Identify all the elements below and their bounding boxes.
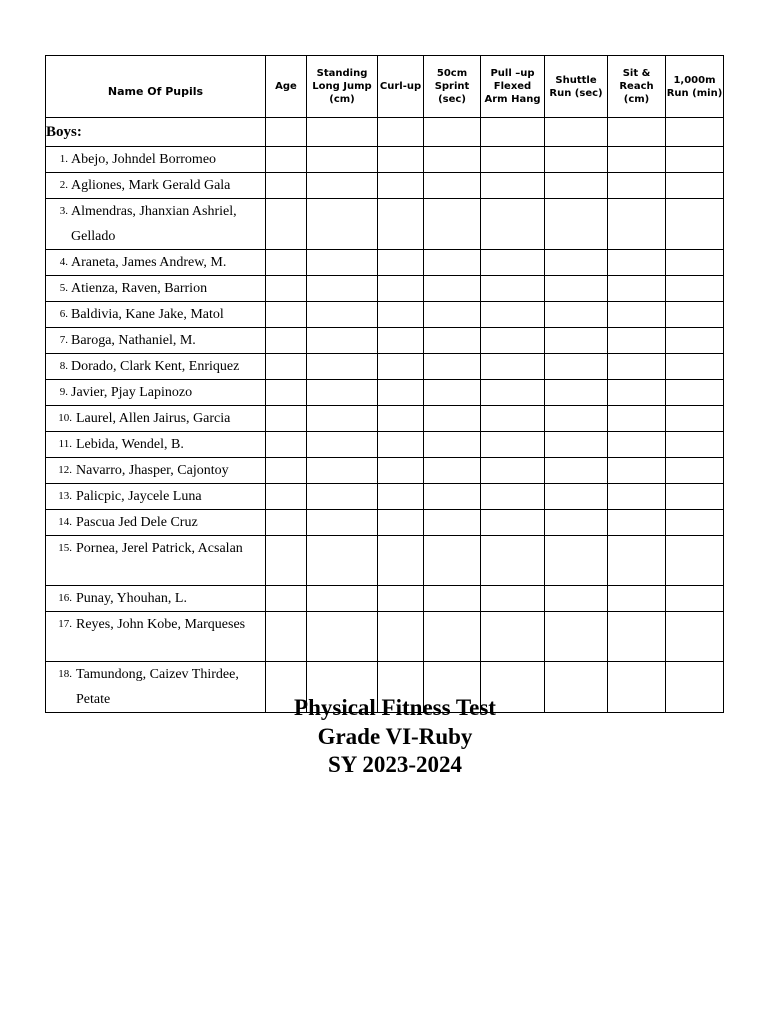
score-cell-age [266, 586, 307, 612]
pupil-number: 11. [58, 438, 72, 450]
score-cell-slj [307, 406, 378, 432]
pupil-name: Almendras, Jhanxian Ashriel, Gellado [71, 204, 237, 244]
score-cell-run [666, 484, 724, 510]
score-cell-curl [378, 276, 424, 302]
pupil-number: 10. [58, 412, 72, 424]
table-row [46, 328, 724, 354]
pupil-name: Agliones, Mark Gerald Gala [71, 178, 231, 193]
score-cell-age [266, 510, 307, 536]
pupil-name: Pornea, Jerel Patrick, Acsalan [76, 541, 243, 556]
table-row [46, 302, 724, 328]
score-cell-sitreach [608, 510, 666, 536]
score-cell-pullup [481, 380, 545, 406]
title-block [0, 694, 768, 780]
score-cell-slj [307, 458, 378, 484]
score-cell-sprint [424, 328, 481, 354]
score-cell-curl [378, 406, 424, 432]
score-cell-shuttle [545, 536, 608, 586]
pupil-name-cell [46, 432, 266, 458]
score-cell-pullup [481, 586, 545, 612]
score-cell-age [266, 199, 307, 250]
group-row [46, 118, 724, 147]
score-cell-curl [378, 484, 424, 510]
score-cell-shuttle [545, 510, 608, 536]
score-cell-curl [378, 612, 424, 662]
table-row [46, 612, 724, 662]
score-cell-pullup [481, 328, 545, 354]
score-cell-sprint [424, 586, 481, 612]
score-cell-age [266, 147, 307, 173]
score-cell-shuttle [545, 276, 608, 302]
table-row [46, 354, 724, 380]
pupil-name: Araneta, James Andrew, M. [71, 255, 227, 270]
pupil-number: 12. [58, 464, 72, 476]
score-cell-run [666, 147, 724, 173]
pupil-name: Reyes, John Kobe, Marqueses [76, 617, 246, 632]
score-cell-sprint [424, 302, 481, 328]
pupil-name-cell [46, 173, 266, 199]
table-row [46, 458, 724, 484]
table-row [46, 510, 724, 536]
score-cell-shuttle [545, 586, 608, 612]
score-cell-age [266, 536, 307, 586]
score-cell-sprint [424, 432, 481, 458]
pupil-number: 5. [59, 282, 68, 294]
score-cell-curl [378, 173, 424, 199]
score-cell-sprint [424, 250, 481, 276]
score-cell-curl [378, 510, 424, 536]
subtitle-grade: Grade VI-Ruby [317, 723, 473, 749]
pupil-number: 6. [59, 308, 68, 320]
score-cell-sitreach [608, 276, 666, 302]
score-cell-shuttle [545, 380, 608, 406]
score-cell-run [666, 173, 724, 199]
score-cell-run [666, 536, 724, 586]
score-cell-age [266, 484, 307, 510]
score-cell-sitreach [608, 380, 666, 406]
pupil-number: 7. [59, 334, 68, 346]
score-cell-pullup [481, 173, 545, 199]
score-cell-curl [378, 432, 424, 458]
score-cell-run [666, 432, 724, 458]
score-cell-age [266, 406, 307, 432]
score-cell-curl [378, 354, 424, 380]
score-cell-sprint [424, 536, 481, 586]
pupil-name: Punay, Yhouhan, L. [76, 591, 187, 606]
score-cell-pullup [481, 458, 545, 484]
score-cell-sitreach [608, 406, 666, 432]
column-header-run: 1,000m Run (min) [666, 56, 724, 118]
pupil-name: Tamundong, Caizev Thirdee, Petate [76, 667, 239, 707]
score-cell-pullup [481, 536, 545, 586]
pupil-name-cell [46, 484, 266, 510]
score-cell-shuttle [545, 458, 608, 484]
score-cell-shuttle [545, 250, 608, 276]
score-cell-sprint [424, 612, 481, 662]
score-cell-shuttle [545, 612, 608, 662]
score-cell-curl [378, 147, 424, 173]
score-cell-sitreach [608, 536, 666, 586]
pupil-number: 8. [59, 360, 68, 372]
table-row [46, 484, 724, 510]
score-cell-age [266, 612, 307, 662]
score-cell-pullup [481, 147, 545, 173]
score-cell-curl [378, 586, 424, 612]
pupil-number: 18. [58, 668, 72, 680]
score-cell-pullup [481, 199, 545, 250]
score-cell-slj [307, 586, 378, 612]
pupil-name-cell [46, 328, 266, 354]
score-cell-slj [307, 328, 378, 354]
score-cell-sitreach [608, 199, 666, 250]
score-cell-slj [307, 199, 378, 250]
table-row [46, 432, 724, 458]
score-cell-sprint [424, 354, 481, 380]
score-cell-run [666, 612, 724, 662]
pupil-number: 9. [59, 386, 68, 398]
score-cell-slj [307, 536, 378, 586]
score-cell-age [266, 458, 307, 484]
pupil-name: Baroga, Nathaniel, M. [71, 333, 196, 348]
score-cell-sprint [424, 199, 481, 250]
score-cell-sitreach [608, 250, 666, 276]
score-cell-shuttle [545, 173, 608, 199]
score-cell-run [666, 458, 724, 484]
score-cell-age [266, 380, 307, 406]
pupil-name-cell [46, 612, 266, 662]
score-cell-slj [307, 147, 378, 173]
title-line: Physical Fitness Test [294, 695, 496, 720]
pupil-number: 15. [58, 542, 72, 554]
score-cell-slj [307, 484, 378, 510]
table-row [46, 250, 724, 276]
score-cell-sitreach [608, 328, 666, 354]
score-cell-slj [307, 432, 378, 458]
score-cell-run [666, 302, 724, 328]
pupil-name: Lebida, Wendel, B. [76, 437, 184, 452]
pupil-name-cell [46, 458, 266, 484]
score-cell-curl [378, 250, 424, 276]
score-cell-curl [378, 380, 424, 406]
subtitle-school-year: SY 2023-2024 [328, 752, 462, 777]
score-cell-shuttle [545, 147, 608, 173]
score-cell-curl [378, 302, 424, 328]
pupil-name: Pascua Jed Dele Cruz [76, 515, 198, 530]
score-cell-shuttle [545, 199, 608, 250]
column-header-curl: Curl-up [378, 56, 424, 118]
score-cell-sitreach [608, 147, 666, 173]
score-cell-slj [307, 510, 378, 536]
score-cell-sprint [424, 458, 481, 484]
pupil-name-cell [46, 302, 266, 328]
table-row [46, 586, 724, 612]
score-cell-run [666, 510, 724, 536]
score-cell-sitreach [608, 432, 666, 458]
pupil-name-cell [46, 354, 266, 380]
score-cell-run [666, 328, 724, 354]
score-cell-run [666, 586, 724, 612]
column-header-pullup: Pull –up Flexed Arm Hang [481, 56, 545, 118]
score-cell-sitreach [608, 612, 666, 662]
pupil-name-cell [46, 536, 266, 586]
pupil-name: Baldivia, Kane Jake, Matol [71, 307, 224, 322]
pupil-name-cell [46, 250, 266, 276]
pupil-name: Abejo, Johndel Borromeo [71, 152, 217, 167]
score-cell-age [266, 302, 307, 328]
score-cell-age [266, 276, 307, 302]
pupil-number: 3. [59, 205, 68, 217]
pupil-number: 14. [58, 516, 72, 528]
score-cell-pullup [481, 276, 545, 302]
pupil-name-cell [46, 510, 266, 536]
score-cell-slj [307, 250, 378, 276]
score-cell-sprint [424, 173, 481, 199]
score-cell-pullup [481, 484, 545, 510]
table-row [46, 536, 724, 586]
pupil-name: Javier, Pjay Lapinozo [71, 385, 193, 400]
column-header-shuttle: Shuttle Run (sec) [545, 56, 608, 118]
pupil-number: 17. [58, 618, 72, 630]
pupil-name-cell [46, 276, 266, 302]
table-row [46, 173, 724, 199]
score-cell-curl [378, 199, 424, 250]
score-cell-curl [378, 536, 424, 586]
score-cell-sitreach [608, 586, 666, 612]
pupil-name: Atienza, Raven, Barrion [71, 281, 208, 296]
score-cell-run [666, 354, 724, 380]
pupil-name-cell [46, 406, 266, 432]
score-cell-run [666, 406, 724, 432]
pupil-name: Laurel, Allen Jairus, Garcia [76, 411, 231, 426]
column-header-slj: Standing Long Jump (cm) [307, 56, 378, 118]
score-cell-shuttle [545, 328, 608, 354]
header-row [46, 56, 724, 118]
score-cell-shuttle [545, 406, 608, 432]
score-cell-shuttle [545, 432, 608, 458]
score-cell-slj [307, 354, 378, 380]
column-header-sprint: 50cm Sprint (sec) [424, 56, 481, 118]
score-cell-age [266, 250, 307, 276]
score-cell-pullup [481, 406, 545, 432]
score-cell-sitreach [608, 354, 666, 380]
group-label: Boys: [46, 118, 266, 147]
score-cell-curl [378, 458, 424, 484]
score-cell-slj [307, 173, 378, 199]
score-cell-age [266, 432, 307, 458]
score-cell-sitreach [608, 458, 666, 484]
score-cell-pullup [481, 302, 545, 328]
pupil-name-cell [46, 586, 266, 612]
table-row [46, 380, 724, 406]
pupil-name-cell [46, 147, 266, 173]
table-row [46, 147, 724, 173]
pupil-name-cell [46, 199, 266, 250]
score-cell-age [266, 354, 307, 380]
score-cell-slj [307, 612, 378, 662]
score-cell-age [266, 328, 307, 354]
score-cell-pullup [481, 510, 545, 536]
score-cell-age [266, 173, 307, 199]
table-row [46, 276, 724, 302]
pupil-name: Navarro, Jhasper, Cajontoy [76, 463, 229, 478]
fitness-table [45, 55, 724, 713]
score-cell-sitreach [608, 173, 666, 199]
score-cell-sprint [424, 276, 481, 302]
pupil-number: 13. [58, 490, 72, 502]
table-row [46, 199, 724, 250]
pupil-number: 4. [59, 256, 68, 268]
score-cell-pullup [481, 354, 545, 380]
score-cell-shuttle [545, 354, 608, 380]
score-cell-pullup [481, 432, 545, 458]
pupil-name: Dorado, Clark Kent, Enriquez [71, 359, 240, 374]
score-cell-slj [307, 302, 378, 328]
score-cell-slj [307, 276, 378, 302]
score-cell-run [666, 276, 724, 302]
score-cell-run [666, 250, 724, 276]
score-cell-sitreach [608, 302, 666, 328]
column-header-age: Age [266, 56, 307, 118]
pupil-name: Palicpic, Jaycele Luna [76, 489, 202, 504]
score-cell-pullup [481, 250, 545, 276]
pupil-number: 16. [58, 592, 72, 604]
score-cell-sprint [424, 510, 481, 536]
score-cell-shuttle [545, 484, 608, 510]
score-cell-sprint [424, 380, 481, 406]
score-cell-sprint [424, 406, 481, 432]
column-header-name: Name Of Pupils [46, 56, 266, 118]
score-cell-pullup [481, 612, 545, 662]
score-cell-run [666, 380, 724, 406]
pupil-name-cell [46, 380, 266, 406]
score-cell-shuttle [545, 302, 608, 328]
score-cell-slj [307, 380, 378, 406]
score-cell-sitreach [608, 484, 666, 510]
pupil-number: 2. [59, 179, 68, 191]
score-cell-run [666, 199, 724, 250]
table-row [46, 406, 724, 432]
column-header-sitreach: Sit & Reach (cm) [608, 56, 666, 118]
score-cell-curl [378, 328, 424, 354]
score-cell-sprint [424, 484, 481, 510]
pupil-number: 1. [59, 153, 68, 165]
score-cell-sprint [424, 147, 481, 173]
